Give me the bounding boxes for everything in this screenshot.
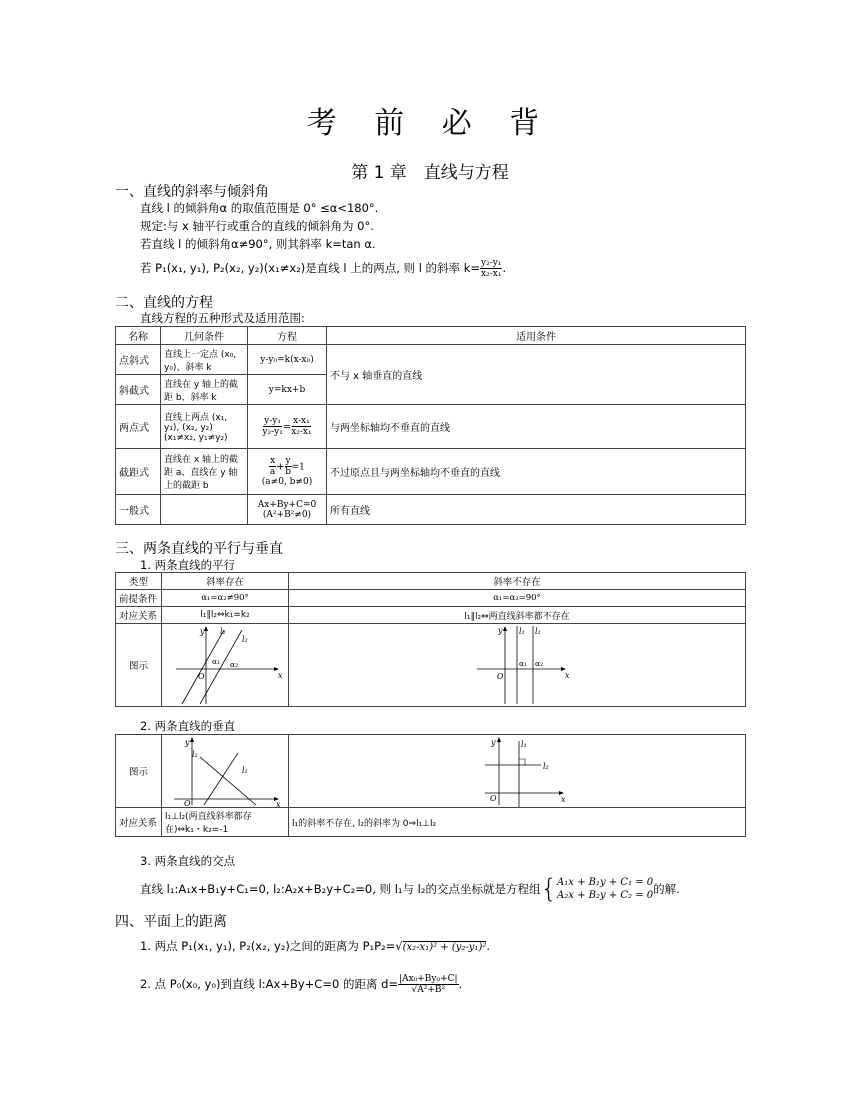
table-cell: α₁=α₂≠90° bbox=[162, 590, 289, 607]
two-point-frac-1 bbox=[262, 416, 282, 437]
table-header: 适用条件 bbox=[327, 327, 746, 345]
system-eq-2: A₂x + B₂y + C₂ = 0 bbox=[557, 890, 654, 901]
table-cell: 与两坐标轴均不垂直的直线 bbox=[327, 405, 746, 449]
y-axis-arrow bbox=[497, 737, 501, 742]
table-cell bbox=[248, 495, 327, 525]
x-label: x bbox=[278, 671, 283, 680]
table-cell: 直线在 y 轴上的截距 b、斜率 k bbox=[161, 375, 248, 405]
s1-line-1: 直线 l 的倾斜角α 的取值范围是 0° ≤α<180°. bbox=[140, 201, 379, 215]
table-cell: l₁的斜率不存在, l₂的斜率为 0⇒l₁⊥l₂ bbox=[289, 808, 746, 837]
table-cell: 直线在 x 轴上的截距 a、直线在 y 轴上的截距 b bbox=[161, 449, 248, 495]
intersection-line bbox=[140, 876, 680, 902]
distance-two-points-text: 1. 两点 P₁(x₁, y₁), P₂(x₂, y₂)之间的距离为 P₁P₂= bbox=[140, 939, 396, 953]
perpendicular-table bbox=[115, 734, 746, 837]
x-label: x bbox=[276, 800, 281, 807]
parallel-table bbox=[115, 572, 746, 707]
y-axis-arrow bbox=[190, 737, 194, 742]
right-angle-mark bbox=[519, 759, 525, 765]
distance-point-line-end: . bbox=[458, 977, 463, 991]
table-cell: 斜率存在 bbox=[162, 573, 289, 590]
table-cell: 斜率不存在 bbox=[289, 573, 746, 590]
y-label: y bbox=[491, 738, 496, 747]
perpendicular-subheading: 2. 两条直线的垂直 bbox=[140, 719, 236, 733]
slope-denominator: x₂-x₁ bbox=[481, 269, 502, 279]
table-cell: y-y₀=k(x-x₀) bbox=[248, 345, 327, 375]
l1-label: l₁ bbox=[220, 627, 226, 636]
table-cell: 对应关系 bbox=[116, 808, 162, 837]
section-1-heading: 一、直线的斜率与倾斜角 bbox=[115, 184, 269, 200]
general-eq: Ax+By+C=0 bbox=[257, 499, 317, 510]
y-label: y bbox=[200, 627, 205, 636]
distance-fraction bbox=[398, 974, 459, 995]
origin-label: O bbox=[497, 672, 504, 681]
parallel-slope-figure-cell bbox=[162, 624, 289, 707]
table-cell: l₁⊥l₂(两直线斜率都存在)⇔k₁・k₂=-1 bbox=[162, 808, 289, 837]
alpha1-label: α₁ bbox=[212, 657, 221, 666]
l1-label: l₁ bbox=[242, 766, 248, 775]
x-label: x bbox=[565, 671, 570, 680]
frac-num: x-x₁ bbox=[293, 416, 310, 426]
table-header: 名称 bbox=[116, 327, 161, 345]
table-cell: 类型 bbox=[116, 573, 162, 590]
frac-den: x₂-x₁ bbox=[291, 427, 312, 437]
table-cell: 直线上一定点 (x₀, y₀)、斜率 k bbox=[161, 345, 248, 375]
section-4-heading: 四、平面上的距离 bbox=[115, 914, 227, 930]
s1-line-4-text: 若 P₁(x₁, y₁), P₂(x₂, y₂)(x₁≠x₂)是直线 l 上的两点, 则 l 的斜率 k= bbox=[140, 261, 481, 275]
section-3-heading: 三、两条直线的平行与垂直 bbox=[115, 541, 283, 557]
slope-numerator: y₂-y₁ bbox=[481, 258, 502, 268]
distance-denominator: √A²+B² bbox=[411, 985, 446, 995]
alpha2-label: α₂ bbox=[230, 660, 239, 669]
x-label: x bbox=[561, 795, 566, 804]
parallel-vertical-figure-cell bbox=[289, 624, 746, 707]
sqrt-content: (x₂-x₁)² + (y₂-y₁)² bbox=[402, 942, 487, 953]
alpha1-label: α₁ bbox=[519, 659, 528, 668]
table-cell: 图示 bbox=[116, 624, 162, 707]
table-cell: 前提条件 bbox=[116, 590, 162, 607]
general-note: (A²+B²≠0) bbox=[262, 509, 312, 520]
table-cell: 图示 bbox=[116, 735, 162, 808]
equation-system bbox=[540, 876, 653, 902]
y-axis-arrow bbox=[503, 626, 507, 631]
perp-slope-figure bbox=[162, 735, 288, 807]
table-cell: 两点式 bbox=[116, 405, 161, 449]
line-l1 bbox=[182, 630, 224, 704]
table-cell bbox=[161, 495, 248, 525]
s1-line-2: 规定:与 x 轴平行或重合的直线的倾斜角为 0°. bbox=[140, 219, 374, 233]
frac-num: y-y₁ bbox=[264, 416, 281, 426]
system-eq-1: A₁x + B₁y + C₁ = 0 bbox=[557, 877, 654, 888]
s2-intro: 直线方程的五种形式及适用范围: bbox=[140, 311, 305, 325]
origin-label: O bbox=[490, 794, 497, 803]
l2-label: l₂ bbox=[535, 627, 541, 636]
parallel-vertical-figure bbox=[289, 624, 745, 706]
chapter-title: 第 1 章 直线与方程 bbox=[351, 163, 509, 183]
frac-den: a bbox=[269, 467, 276, 477]
distance-point-line bbox=[140, 974, 462, 995]
table-cell: 截距式 bbox=[116, 449, 161, 495]
two-point-frac-2 bbox=[291, 416, 311, 437]
table-cell: 对应关系 bbox=[116, 607, 162, 624]
origin-label: O bbox=[184, 799, 191, 807]
perp-vertical-figure-cell bbox=[289, 735, 746, 808]
parallel-subheading: 1. 两条直线的平行 bbox=[140, 558, 236, 572]
table-cell: 斜截式 bbox=[116, 375, 161, 405]
table-cell: 点斜式 bbox=[116, 345, 161, 375]
table-cell: l₁∥l₂⇔两直线斜率都不存在 bbox=[289, 607, 746, 624]
intercept-tail: =1 bbox=[291, 462, 305, 473]
table-cell: $\frac{x}{a}$ + $\frac{y}{b}$ =1 (a≠0, b≠0) bbox=[248, 449, 327, 495]
y-label: y bbox=[185, 738, 190, 747]
s1-line-4-end: . bbox=[502, 261, 507, 275]
frac-den: b bbox=[285, 467, 291, 477]
intersection-text: 直线 l₁:A₁x+B₁y+C₁=0, l₂:A₂x+B₂y+C₂=0, 则 l₁与 l₂的交点坐标就是方程组 bbox=[140, 882, 541, 896]
table-cell: 不过原点且与两坐标轴均不垂直的直线 bbox=[327, 449, 746, 495]
table-cell: $\frac{\text{y-y₁}}{\text{y₂-y₁}}$ = $\frac{\text{x-x₁}}{\text{x₂-x₁}}$ bbox=[248, 405, 327, 449]
slope-fraction bbox=[480, 258, 502, 279]
table-cell: α₁=α₂=90° bbox=[289, 590, 746, 607]
l1-label: l₁ bbox=[521, 740, 527, 749]
table-cell: l₁∥l₂⇔k₁=k₂ bbox=[162, 607, 289, 624]
frac-num: x bbox=[270, 456, 276, 466]
distance-two-points bbox=[140, 938, 490, 954]
table-cell: 直线上两点 (x₁, y₁), (x₂, y₂)(x₁≠x₂, y₁≠y₂) bbox=[161, 405, 248, 449]
y-label: y bbox=[498, 626, 503, 635]
intercept-note: (a≠0, b≠0) bbox=[261, 477, 313, 487]
page-title: 考 前 必 背 bbox=[306, 106, 554, 141]
intersection-end: 的解. bbox=[653, 882, 680, 896]
system-brace: { bbox=[540, 874, 558, 904]
line-l1 bbox=[204, 753, 238, 805]
table-cell: 不与 x 轴垂直的直线 bbox=[327, 345, 746, 405]
table-cell: 所有直线 bbox=[327, 495, 746, 525]
perp-vertical-figure bbox=[289, 735, 745, 807]
table-header: 方程 bbox=[248, 327, 327, 345]
intersection-subheading: 3. 两条直线的交点 bbox=[140, 854, 236, 868]
l2-label: l₂ bbox=[543, 762, 549, 771]
perp-slope-figure-cell bbox=[162, 735, 289, 808]
alpha2-label: α₂ bbox=[535, 659, 544, 668]
table-header: 几何条件 bbox=[161, 327, 248, 345]
intercept-frac-x bbox=[269, 456, 276, 477]
distance-point-line-text: 2. 点 P₀(x₀, y₀)到直线 l:Ax+By+C=0 的距离 d= bbox=[140, 977, 399, 991]
parallel-slope-figure bbox=[162, 624, 288, 706]
s1-line-4 bbox=[140, 258, 506, 279]
frac-num: y bbox=[285, 456, 291, 466]
distance-two-points-end: . bbox=[486, 939, 491, 953]
l2-label: l₂ bbox=[242, 635, 248, 644]
table-cell: 一般式 bbox=[116, 495, 161, 525]
intercept-frac-y bbox=[285, 456, 292, 477]
l1-label: l₁ bbox=[519, 627, 525, 636]
sqrt-sign: √ bbox=[395, 939, 403, 953]
s1-line-3: 若直线 l 的倾斜角α≠90°, 则其斜率 k=tan α. bbox=[140, 237, 376, 251]
table-cell: y=kx+b bbox=[248, 375, 327, 405]
l2-label: l₂ bbox=[192, 750, 198, 759]
section-2-heading: 二、直线的方程 bbox=[115, 295, 213, 311]
y-axis-arrow bbox=[204, 626, 208, 631]
frac-den: y₂-y₁ bbox=[262, 427, 283, 437]
origin-label: O bbox=[198, 672, 205, 681]
line-equation-table bbox=[115, 326, 746, 525]
distance-numerator: |Ax₀+By₀+C| bbox=[399, 974, 458, 984]
